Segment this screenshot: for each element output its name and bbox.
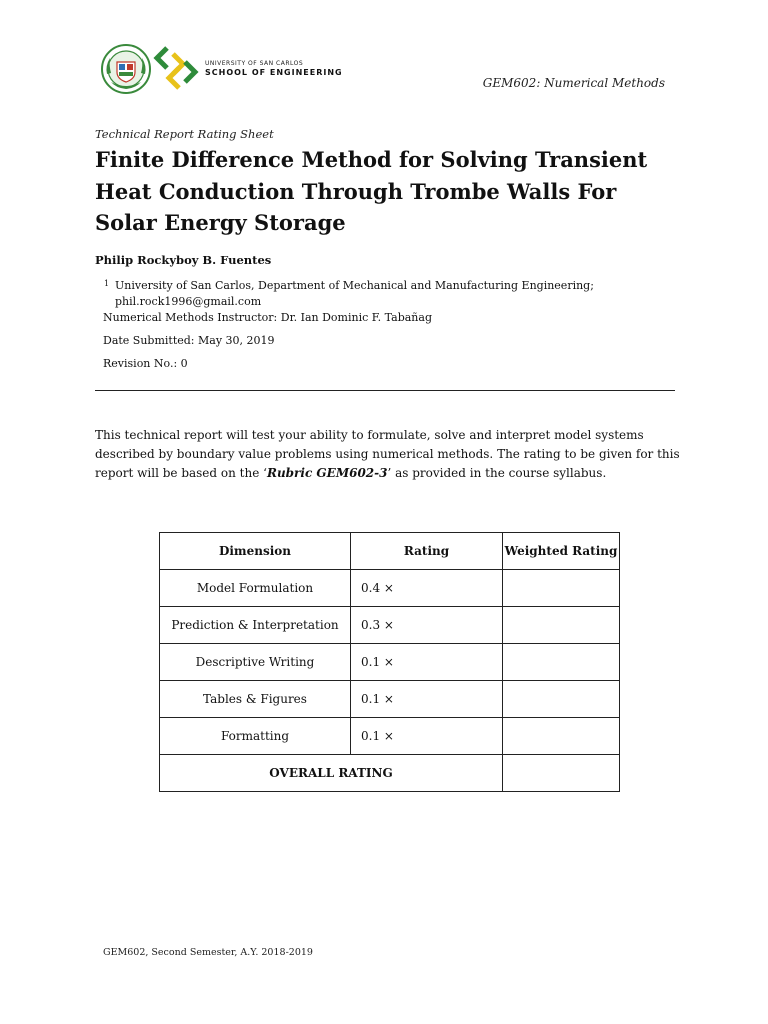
weighted-rating-cell[interactable] (503, 718, 620, 755)
table-row (160, 718, 620, 755)
weighted-rating-cell[interactable] (503, 570, 620, 607)
affiliation-marker: 1 (104, 279, 110, 288)
sheet-label: Technical Report Rating Sheet (95, 127, 274, 141)
rating-cell: 0.1 × (351, 718, 503, 755)
weighted-rating-cell[interactable] (503, 644, 620, 681)
affiliation-line: University of San Carlos, Department of Mechanical and Manufacturing Engineering; (115, 279, 594, 292)
author-name: Philip Rockyboy B. Fuentes (95, 253, 272, 267)
rating-cell: 0.1 × (351, 681, 503, 718)
intro-text-end: ’ as provided in the course syllabus. (387, 466, 607, 480)
revision-number: Revision No.: 0 (103, 357, 188, 370)
table-row (160, 607, 620, 644)
table-header-row (160, 533, 620, 570)
rating-cell: 0.4 × (351, 570, 503, 607)
rating-cell: 0.1 × (351, 644, 503, 681)
rating-table (159, 532, 620, 792)
header-dimension: Dimension (160, 533, 351, 570)
instructor: Numerical Methods Instructor: Dr. Ian Dominic F. Tabañag (103, 311, 432, 324)
dimension-cell: Descriptive Writing (160, 644, 351, 681)
report-title: Finite Difference Method for Solving Transient Heat Conduction Through Trombe Walls For Solar Energy Storage (95, 147, 648, 235)
dimension-cell: Prediction & Interpretation (160, 607, 351, 644)
date-submitted: Date Submitted: May 30, 2019 (103, 334, 275, 347)
rubric-name: Rubric GEM602-3 (266, 466, 388, 480)
intro-text: This technical report will test your ability to formulate, solve and interpret model systems described by boundary value problems using numerical methods. The rating to be given for this report will be based on the ‘ (95, 428, 680, 480)
weighted-rating-cell[interactable] (503, 681, 620, 718)
university-seal-logo (101, 44, 151, 94)
author-email: phil.rock1996@gmail.com (115, 295, 262, 308)
school-of-engineering-logo (153, 44, 199, 92)
rating-cell: 0.3 × (351, 607, 503, 644)
weighted-rating-cell[interactable] (503, 607, 620, 644)
overall-rating-label: OVERALL RATING (160, 755, 503, 792)
intro-paragraph (95, 426, 680, 483)
header-rating: Rating (351, 533, 503, 570)
course-header: GEM602: Numerical Methods (482, 76, 665, 90)
overall-row (160, 755, 620, 792)
dimension-cell: Tables & Figures (160, 681, 351, 718)
divider (95, 390, 675, 391)
overall-rating-cell[interactable] (503, 755, 620, 792)
header-weighted-rating: Weighted Rating (503, 533, 620, 570)
table-row (160, 681, 620, 718)
dimension-cell: Formatting (160, 718, 351, 755)
table-row (160, 570, 620, 607)
university-name: UNIVERSITY OF SAN CARLOS (205, 60, 304, 67)
page-footer: GEM602, Second Semester, A.Y. 2018-2019 (103, 947, 313, 958)
table-row (160, 644, 620, 681)
dimension-cell: Model Formulation (160, 570, 351, 607)
school-name: SCHOOL OF ENGINEERING (205, 68, 343, 77)
